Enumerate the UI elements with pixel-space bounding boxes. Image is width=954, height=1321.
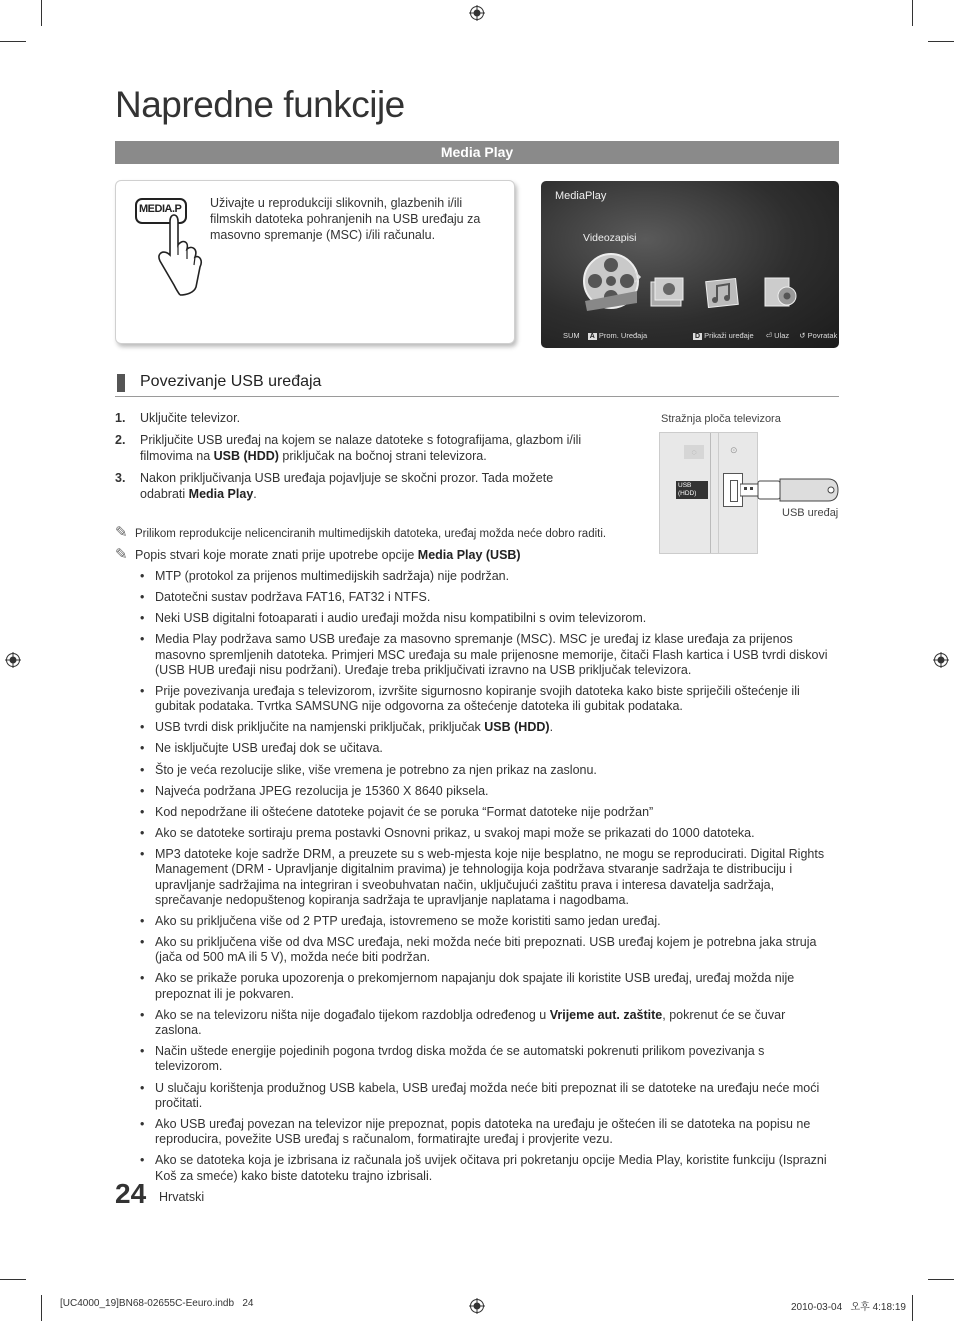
tv-footer-right bbox=[693, 331, 837, 340]
page-number: 24 bbox=[115, 1178, 147, 1209]
panel-divider bbox=[710, 433, 711, 553]
note-list-intro bbox=[115, 547, 521, 563]
port-dot-icon: ⊙ bbox=[730, 445, 738, 455]
page-title: Napredne funkcije bbox=[115, 84, 405, 125]
note-text: Popis stvari koje morate znati prije upotrebe opcije bbox=[135, 548, 418, 562]
subsection-title: Povezivanje USB uređaja bbox=[140, 373, 322, 390]
step-number: 3. bbox=[115, 471, 126, 485]
list-item-text: Ako se datoteka koja je izbrisana iz računala još uvijek očitava pri pokretanju opcije Media Play, koristite funkciju (Isprazni Koš za smeće) kako biste datoteku trajno izbrisali. bbox=[155, 1153, 827, 1183]
list-item bbox=[140, 632, 830, 678]
list-item-text: , pokrenut će se čuvar zaslona. bbox=[155, 1007, 786, 1038]
step-text: Nakon priključivanja USB uređaja pojavljuje se skočni prozor. Tada možete odabrati bbox=[140, 471, 554, 501]
list-item-text: Media Play podržava samo USB uređaje za masovno spremanje (MSC). MSC je uređaj iz klase uređaja za prijenos masovno spremljenih datoteka. Primjeri MSC uređaja su male prijenosne memorije, čitači Flash kartica i USB tvrdi diskovi (USB HUB uređaji nisu podržani). Uređaje treba priključivati izravno na USB priključak televizora. bbox=[155, 632, 828, 677]
diagram-caption: Stražnja ploča televizora bbox=[661, 413, 781, 425]
list-item-text: Ne isključujte USB uređaj dok se učitava. bbox=[155, 741, 383, 756]
list-item bbox=[140, 590, 830, 605]
tv-footer-left bbox=[563, 331, 647, 340]
step-item bbox=[115, 432, 585, 464]
photos-icon[interactable] bbox=[649, 276, 685, 308]
language-label: Hrvatski bbox=[159, 1190, 205, 1204]
list-item-text: Neki USB digitalni fotoaparati i audio uređaji možda nisu kompatibilni s ovim televizorom. bbox=[155, 611, 647, 626]
list-item bbox=[140, 569, 830, 584]
crop-mark bbox=[41, 0, 42, 26]
step-text: Priključite USB uređaj na kojem se nalaze datoteke s fotografijama, glazbom i/ili filmovima na bbox=[140, 433, 582, 463]
step-emphasis: USB (HDD) bbox=[213, 449, 279, 463]
chevron-right-icon bbox=[634, 271, 642, 283]
change-device-label[interactable]: Prom. Uređaja bbox=[598, 331, 648, 340]
list-item bbox=[140, 784, 830, 799]
list-item-text: Prije povezivanja uređaja s televizorom, izvršite sigurnosno kopiranje svojih datoteka kako biste spriječili oštećenje ili gubitak podataka. Tvrtka SAMSUNG nije odgovorna za oštećenje datoteka ili gubitak podataka. bbox=[155, 683, 800, 714]
key-a: A bbox=[589, 333, 595, 340]
list-item-text: Što je veća rezolucije slike, više vremena je potrebno za njen prikaz na zaslonu. bbox=[155, 762, 597, 777]
registration-mark-icon bbox=[5, 652, 21, 668]
crop-mark bbox=[41, 1295, 42, 1321]
note-emphasis: Media Play (USB) bbox=[417, 548, 521, 562]
crop-mark bbox=[928, 41, 954, 42]
print-footer-date: 2010-03-04 오후 4:18:19 bbox=[791, 1302, 906, 1313]
sum-label: SUM bbox=[563, 331, 580, 340]
list-item bbox=[140, 1044, 830, 1075]
step-number: 1. bbox=[115, 411, 126, 425]
usb-device-label: USB uređaj bbox=[782, 507, 839, 519]
list-item bbox=[140, 1008, 830, 1039]
list-item-text: Način uštede energije pojedinih pogona tvrdog diska možda će se automatski pokrenuti prilikom povezivanja s televizorom. bbox=[155, 1044, 765, 1074]
show-devices-label[interactable]: Prikaži uređaje bbox=[704, 331, 754, 340]
remote-button-label: MEDIA.P bbox=[139, 203, 182, 215]
list-item-text: Datotečni sustav podržava FAT16, FAT32 i NTFS. bbox=[155, 590, 431, 605]
section-divider bbox=[115, 396, 839, 397]
list-item-text: MTP (protokol za prijenos multimedijskih sadržaja) nije podržan. bbox=[155, 569, 510, 583]
step-text: priključak na bočnoj strani televizora. bbox=[278, 449, 487, 463]
pencil-note-icon: ✎ bbox=[115, 546, 128, 563]
panel-divider bbox=[718, 433, 719, 553]
list-item-text: Ako se datoteke sortiraju prema postavki Osnovni prikaz, u svakoj mapi može se prikazati do 1000 datoteka. bbox=[155, 825, 755, 840]
print-footer-file: [UC4000_19]BN68-02655C-Eeuro.indb 24 bbox=[60, 1298, 254, 1309]
list-item bbox=[140, 684, 830, 715]
usb-stick-icon bbox=[740, 476, 840, 504]
list-item bbox=[140, 971, 830, 1002]
list-item-text: Kod nepodržane ili oštećene datoteke pojavit će se poruka “Format datoteke nije podržan” bbox=[155, 804, 654, 819]
settings-icon[interactable] bbox=[763, 276, 799, 308]
list-item-text: Ako su priključena više od dva MSC uređaja, neki možda neće biti prepoznati. USB uređaj kojem je potrebna jaka struja (jača od 500 mA ili 5 V), možda neće biti podržan. bbox=[155, 935, 817, 965]
back-label[interactable]: Povratak bbox=[807, 331, 838, 340]
list-item-text: USB tvrdi disk priključite na namjenski priključak, priključak bbox=[155, 720, 485, 735]
mediaplay-screen bbox=[541, 181, 839, 348]
list-item bbox=[140, 1081, 830, 1112]
key-d: D bbox=[695, 333, 701, 340]
list-item bbox=[140, 611, 830, 626]
list-item bbox=[140, 763, 830, 778]
list-item-text: MP3 datoteke koje sadrže DRM, a preuzete su s web-mjesta koje nije besplatno, ne mogu se reproducirati. Digital Rights Management (DRM - Upravljanje digitalnim pravima) je tehnologija koja podržava stvaranje sadržaja te distribuciju i upravljanje sadržajima na integriran i sveobuhvatan način, uključujući zaštitu prava i interesa davatelja sadržaja, sprečavanje nedopuštenog kopiranja sadržaja te upravljanje naplatama i nagodbama. bbox=[155, 846, 825, 907]
step-number: 2. bbox=[115, 433, 126, 447]
crop-mark bbox=[912, 1295, 913, 1321]
back-icon: ↺ bbox=[799, 331, 806, 340]
list-item-text: Najveća podržana JPEG rezolucija je 15360 X 8640 piksela. bbox=[155, 783, 489, 798]
crop-mark bbox=[0, 1279, 26, 1280]
steps-list bbox=[115, 410, 585, 508]
step-text: Uključite televizor. bbox=[140, 411, 241, 425]
enter-label[interactable]: Ulaz bbox=[774, 331, 790, 340]
list-item-text: Ako su priključena više od 2 PTP uređaja, istovremeno se može koristiti samo jedan uređaj. bbox=[155, 913, 661, 928]
film-reel-icon[interactable] bbox=[581, 251, 641, 311]
list-item bbox=[140, 805, 830, 820]
list-item bbox=[140, 720, 830, 735]
list-item-emphasis: USB (HDD) bbox=[484, 720, 550, 735]
list-item-emphasis: Vrijeme aut. zaštite bbox=[549, 1007, 663, 1022]
list-item-text: . bbox=[549, 720, 554, 735]
tv-screen-selected-label: Videozapisi bbox=[583, 232, 637, 244]
section-bar: Media Play bbox=[115, 141, 839, 164]
crop-mark bbox=[928, 1279, 954, 1280]
section-marker bbox=[117, 374, 125, 392]
list-item bbox=[140, 1117, 830, 1148]
list-item-text: Ako se prikaže poruka upozorenja o prekomjernom napajanju dok spajate ili koristite USB uređaj, uređaj možda nije prepoznat ili je pokvaren. bbox=[155, 971, 795, 1001]
intro-text: Uživajte u reprodukciji slikovnih, glazbenih i/ili filmskih datoteka pohranjenih na USB uređaju za masovno spremanje (MSC) i/ili računalu. bbox=[210, 196, 481, 242]
list-item-text: Ako se na televizoru ništa nije događalo tijekom razdoblja određenog u bbox=[155, 1007, 550, 1022]
usb-port-badge bbox=[676, 481, 708, 499]
bullet-list bbox=[140, 569, 830, 1190]
list-item bbox=[140, 847, 830, 908]
usb-port-label: USB (HDD) bbox=[678, 482, 697, 497]
note-text: Prilikom reprodukcije nelicenciranih multimedijskih datoteka, uređaj možda neće dobro raditi. bbox=[135, 528, 607, 540]
list-item bbox=[140, 741, 830, 756]
list-item-text: Ako USB uređaj povezan na televizor nije prepoznat, popis datoteka na uređaju je oštećen ili se datoteka na popisu ne reproducira, povežite USB uređaj s računalom, formatirajte uređaj i provjerite vezu. bbox=[155, 1116, 811, 1147]
music-icon[interactable] bbox=[705, 276, 741, 308]
intro-card bbox=[115, 180, 515, 344]
tv-screen-title: MediaPlay bbox=[555, 190, 607, 202]
note-unlicensed bbox=[115, 525, 606, 542]
list-item-text: U slučaju korištenja produžnog USB kabela, USB uređaj možda neće biti prepoznat ili se datoteke na uređaju neće moći pročitati. bbox=[155, 1080, 820, 1110]
step-emphasis: Media Play bbox=[188, 487, 254, 501]
registration-mark-icon bbox=[933, 652, 949, 668]
crop-mark bbox=[0, 41, 26, 42]
step-item bbox=[115, 470, 585, 502]
step-item bbox=[115, 410, 585, 426]
registration-mark-icon bbox=[469, 1298, 485, 1314]
list-item bbox=[140, 1153, 830, 1184]
registration-mark-icon bbox=[469, 5, 485, 21]
enter-icon: ⏎ bbox=[765, 331, 773, 340]
list-item bbox=[140, 935, 830, 966]
list-item bbox=[140, 826, 830, 841]
step-text: . bbox=[253, 487, 257, 501]
list-item bbox=[140, 914, 830, 929]
headphone-port-icon: ◌ bbox=[684, 445, 704, 459]
crop-mark bbox=[912, 0, 913, 26]
pencil-note-icon: ✎ bbox=[115, 524, 128, 541]
